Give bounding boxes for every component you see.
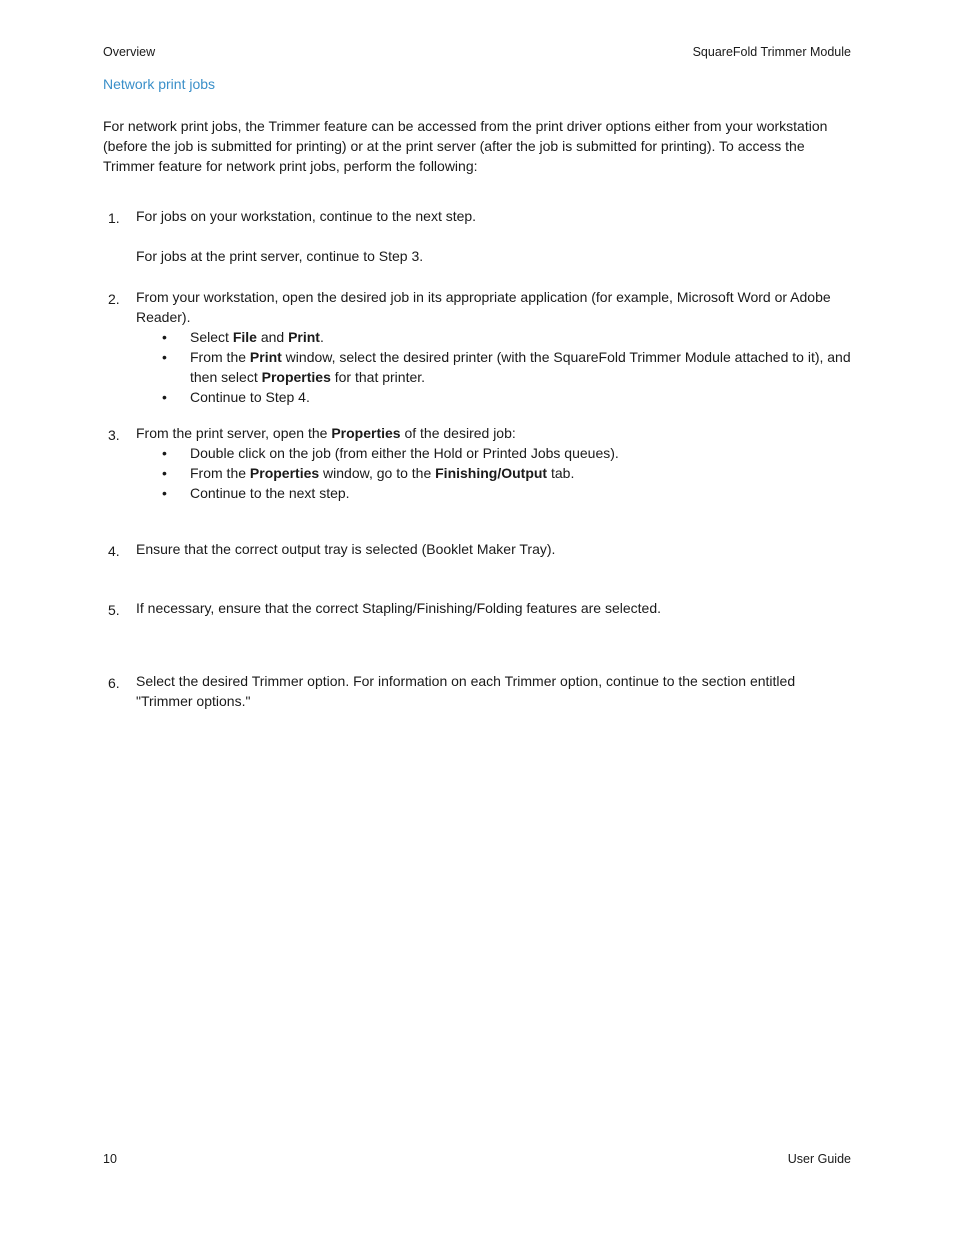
step-3-text — [136, 423, 851, 443]
step-2-text: From your workstation, open the desired job in its appropriate application (for example, Microsoft Word or Adobe Reader). — [136, 289, 831, 325]
section-title: Network print jobs — [103, 76, 216, 92]
list-item — [160, 327, 851, 347]
list-item — [160, 463, 851, 483]
bullet-text: Double click on the job (from either the Hold or Printed Jobs queues). — [190, 445, 619, 461]
bullet-icon: • — [162, 465, 167, 481]
bold-term: File — [232, 329, 257, 345]
bullet-text: . — [319, 329, 324, 345]
step-1-text: For jobs on your workstation, continue to the next step. — [136, 208, 477, 224]
bullet-icon: • — [162, 349, 167, 365]
step-text: of the desired job: — [400, 425, 516, 441]
step-1-number: 1. — [108, 210, 120, 226]
step-1-text-server: For jobs at the print server, continue to Step 3. — [136, 248, 424, 264]
bullet-text: for that printer. — [330, 369, 426, 385]
bullet-text: window, go to the — [319, 465, 436, 481]
bullet-text: From the — [190, 349, 250, 365]
step-text: From the print server, open the — [136, 425, 332, 441]
list-item — [160, 443, 851, 463]
header-document-title: SquareFold Trimmer Module — [692, 45, 851, 59]
list-item — [160, 387, 851, 407]
step-3-bullet-list — [160, 443, 851, 503]
bullet-text: and — [256, 329, 289, 345]
bullet-text: From the — [190, 465, 250, 481]
bullet-text: Continue to the next step. — [190, 485, 350, 501]
step-4-number: 4. — [108, 543, 120, 559]
step-6-number: 6. — [108, 675, 120, 691]
bullet-text: Continue to Step 4. — [190, 389, 310, 405]
bold-term: Properties — [331, 425, 401, 441]
step-6-text: Select the desired Trimmer option. For information on each Trimmer option, continue to the section entitled "Trimmer options." — [136, 673, 796, 709]
list-item — [160, 483, 851, 503]
step-5-text: If necessary, ensure that the correct Stapling/Finishing/Folding features are selected. — [136, 600, 662, 616]
bullet-icon: • — [162, 329, 167, 345]
footer-document-type: User Guide — [787, 1152, 851, 1166]
list-item — [160, 347, 851, 387]
bullet-text: tab. — [547, 465, 575, 481]
step-5-number: 5. — [108, 602, 120, 618]
header-section-name: Overview — [103, 45, 156, 59]
bold-term: Print — [288, 329, 320, 345]
bold-term: Properties — [249, 465, 320, 481]
intro-paragraph: For network print jobs, the Trimmer feature can be accessed from the print driver options either from your workstation (before the job is submitted for printing) or at the print server (after the job is submitted for printing). To access the Trimmer feature for network print jobs, perform the following: — [103, 118, 828, 174]
bold-term: Finishing/Output — [435, 465, 548, 481]
bold-term: Properties — [261, 369, 331, 385]
bullet-text: Select — [190, 329, 233, 345]
bullet-icon: • — [162, 389, 167, 405]
page-number: 10 — [103, 1152, 117, 1166]
bullet-icon: • — [162, 485, 167, 501]
step-3-number: 3. — [108, 427, 120, 443]
step-4-text: Ensure that the correct output tray is selected (Booklet Maker Tray). — [136, 541, 556, 557]
bullet-text: window, select the desired printer (with the SquareFold Trimmer Module attached to it), and then select — [190, 349, 851, 385]
step-2-bullet-list — [160, 327, 851, 407]
step-2-number: 2. — [108, 291, 120, 307]
bullet-icon: • — [162, 445, 167, 461]
bold-term: Print — [249, 349, 282, 365]
